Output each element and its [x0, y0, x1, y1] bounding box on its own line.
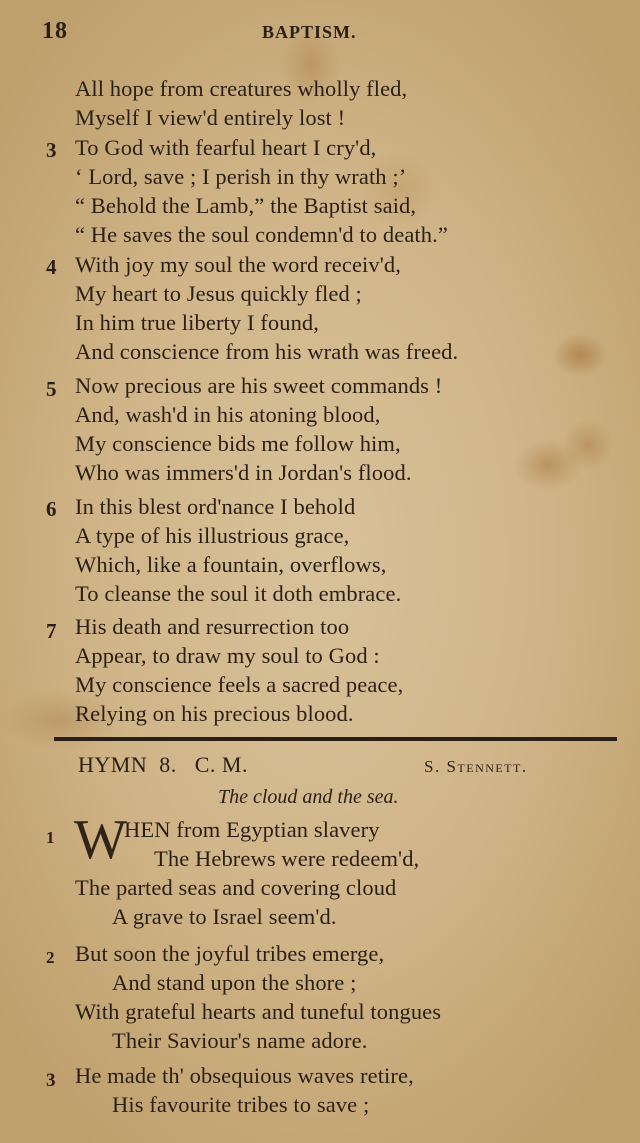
verse-line: In him true liberty I found, [75, 310, 319, 335]
verse-line: A grave to Israel seem'd. [112, 904, 337, 929]
verse-line: “ Behold the Lamb,” the Baptist said, [75, 193, 417, 218]
verse-line: But soon the joyful tribes emerge, [75, 941, 385, 966]
verse-line: The parted seas and covering cloud [75, 875, 397, 900]
stanza-number: 6 [46, 497, 57, 521]
verse-line: Now precious are his sweet commands ! [75, 373, 443, 398]
stanza-number: 1 [46, 828, 55, 847]
stanza-number: 4 [46, 255, 57, 279]
verse-line: “ He saves the soul condemn'd to death.” [75, 222, 448, 247]
verse-line: With joy my soul the word receiv'd, [75, 252, 401, 277]
verse-line: HEN from Egyptian slavery [124, 817, 380, 842]
verse-line: Their Saviour's name adore. [112, 1028, 368, 1053]
verse-line: My heart to Jesus quickly fled ; [75, 281, 362, 306]
hymn-title: HYMN 8. C. M. [78, 752, 248, 777]
verse-line: My conscience feels a sacred peace, [75, 672, 404, 697]
stanza-number: 3 [46, 1070, 56, 1091]
verse-line: Relying on his precious blood. [75, 701, 354, 726]
section-divider-rule [54, 737, 617, 741]
verse-line: His favourite tribes to save ; [112, 1092, 370, 1117]
verse-line: In this blest ord'nance I behold [75, 494, 356, 519]
drop-cap-letter: W [74, 809, 127, 871]
hymn-author: S. Stennett. [424, 757, 528, 776]
verse-line: And conscience from his wrath was freed. [75, 339, 459, 364]
stanza-number: 3 [46, 138, 57, 162]
verse-line: The Hebrews were redeem'd, [154, 846, 420, 871]
verse-line: My conscience bids me follow him, [75, 431, 401, 456]
verse-line: Who was immers'd in Jordan's flood. [75, 460, 412, 485]
verse-line: With grateful hearts and tuneful tongues [75, 999, 442, 1024]
running-head: BAPTISM. [262, 22, 357, 42]
verse-line: He made th' obsequious waves retire, [75, 1063, 414, 1088]
verse-line: ‘ Lord, save ; I perish in thy wrath ;’ [75, 164, 407, 189]
verse-line: To God with fearful heart I cry'd, [75, 135, 377, 160]
verse-line: All hope from creatures wholly fled, [75, 76, 408, 101]
hymn-subtitle: The cloud and the sea. [218, 786, 399, 808]
stanza-number: 2 [46, 948, 55, 967]
verse-line: And stand upon the shore ; [112, 970, 357, 995]
verse-line: His death and resurrection too [75, 614, 350, 639]
verse-line: And, wash'd in his atoning blood, [75, 402, 381, 427]
page-number: 18 [42, 18, 68, 44]
verse-line: Myself I view'd entirely lost ! [75, 105, 346, 130]
verse-line: To cleanse the soul it doth embrace. [75, 581, 402, 606]
verse-line: A type of his illustrious grace, [75, 523, 350, 548]
verse-line: Which, like a fountain, overflows, [75, 552, 387, 577]
stanza-number: 5 [46, 377, 57, 401]
stanza-number: 7 [46, 619, 57, 643]
page-header [0, 18, 640, 48]
verse-line: Appear, to draw my soul to God : [75, 643, 380, 668]
